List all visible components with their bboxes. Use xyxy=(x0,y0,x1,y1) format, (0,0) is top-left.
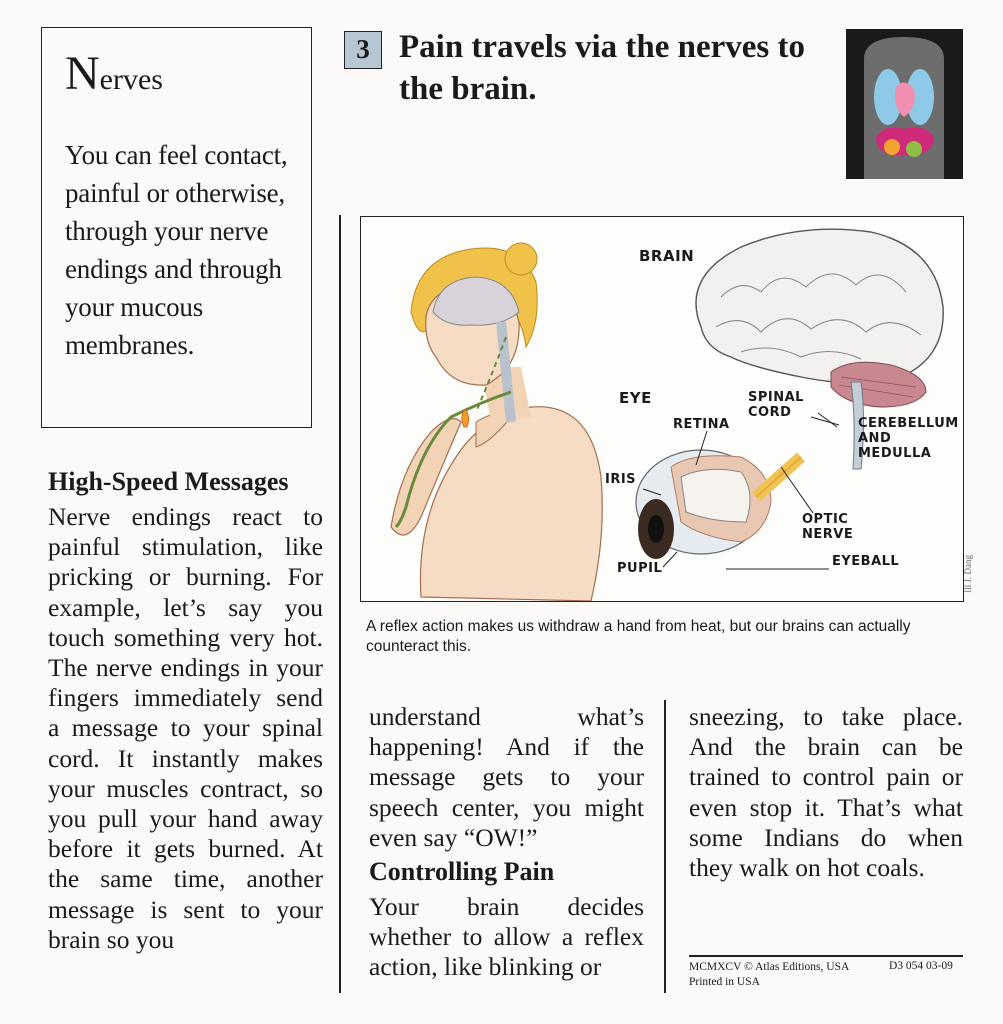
footer-card-code: D3 054 03-09 xyxy=(889,960,953,972)
label-brain: BRAIN xyxy=(639,247,695,265)
label-eye: EYE xyxy=(619,389,652,407)
column-divider-middle xyxy=(664,700,666,993)
label-spinal-cord-line2: CORD xyxy=(748,405,792,420)
body-organs-thumbnail xyxy=(846,29,963,179)
subhead-high-speed-messages: High-Speed Messages xyxy=(48,467,289,496)
intro-title-rest: erves xyxy=(99,63,163,96)
label-pupil: PUPIL xyxy=(617,561,663,576)
label-cerebellum-line3: MEDULLA xyxy=(858,446,932,461)
footer-printed-line: Printed in USA xyxy=(689,976,760,988)
intro-text-body: You can feel contact, painful or otherwise, through your nerve endings and through your mucous membranes. xyxy=(65,140,288,360)
label-iris: IRIS xyxy=(605,472,637,487)
intro-text xyxy=(65,136,311,364)
intro-title xyxy=(65,47,311,100)
card-number: 3 xyxy=(344,31,382,69)
label-optic-nerve-line1: OPTIC xyxy=(802,512,849,527)
label-optic-nerve-line2: NERVE xyxy=(802,527,854,542)
subhead-controlling-pain: Controlling Pain xyxy=(369,857,555,887)
column-2 xyxy=(369,702,644,983)
column-1-body: Nerve endings react to painful stimulation, like pricking or burning. For example, let’s say you touch something very hot. The nerve endings in your fingers immediately send a message to your spinal cord. It instantly makes your muscles contract, so you pull your hand away before it gets burned. At the same time, another message is sent to your brain so you xyxy=(48,502,323,954)
label-eyeball: EYEBALL xyxy=(832,554,900,569)
footer-copyright xyxy=(689,960,849,990)
label-cerebellum-line1: CEREBELLUM xyxy=(858,416,959,431)
illustration-caption: A reflex action makes us withdraw a hand from heat, but our brains can actually counteract this. xyxy=(366,618,911,655)
label-spinal-cord-line1: SPINAL xyxy=(748,390,804,405)
card-headline: Pain travels via the nerves to the brain. xyxy=(399,29,806,107)
footer-rule xyxy=(689,955,963,957)
column-2-body-bottom: Your brain decides whether to allow a reflex action, like blinking or xyxy=(369,892,644,982)
label-cerebellum xyxy=(858,416,959,461)
column-3-body: sneezing, to take place. And the brain can be trained to control pain or even stop it. That’s what some Indians do when they walk on hot coals. xyxy=(689,702,963,883)
column-3 xyxy=(689,702,963,883)
intro-title-initial: N xyxy=(65,47,100,100)
column-divider-left xyxy=(339,215,341,993)
label-spinal-cord xyxy=(748,390,804,420)
torso-organs-icon xyxy=(846,29,963,179)
column-1 xyxy=(48,466,323,955)
footer-copyright-line: MCMXCV © Atlas Editions, USA xyxy=(689,961,850,973)
intro-box xyxy=(41,27,312,428)
label-optic-nerve xyxy=(802,512,853,542)
label-cerebellum-line2: AND xyxy=(858,431,892,446)
nervous-system-illustration xyxy=(360,216,964,602)
column-2-body-top: understand what’s happening! And if the message gets to your speech center, you might even say “OW!” xyxy=(369,702,644,852)
label-retina: RETINA xyxy=(673,417,730,432)
illustrator-credit: Ill J. Dang xyxy=(963,555,973,593)
illustration-drawing xyxy=(361,217,963,601)
